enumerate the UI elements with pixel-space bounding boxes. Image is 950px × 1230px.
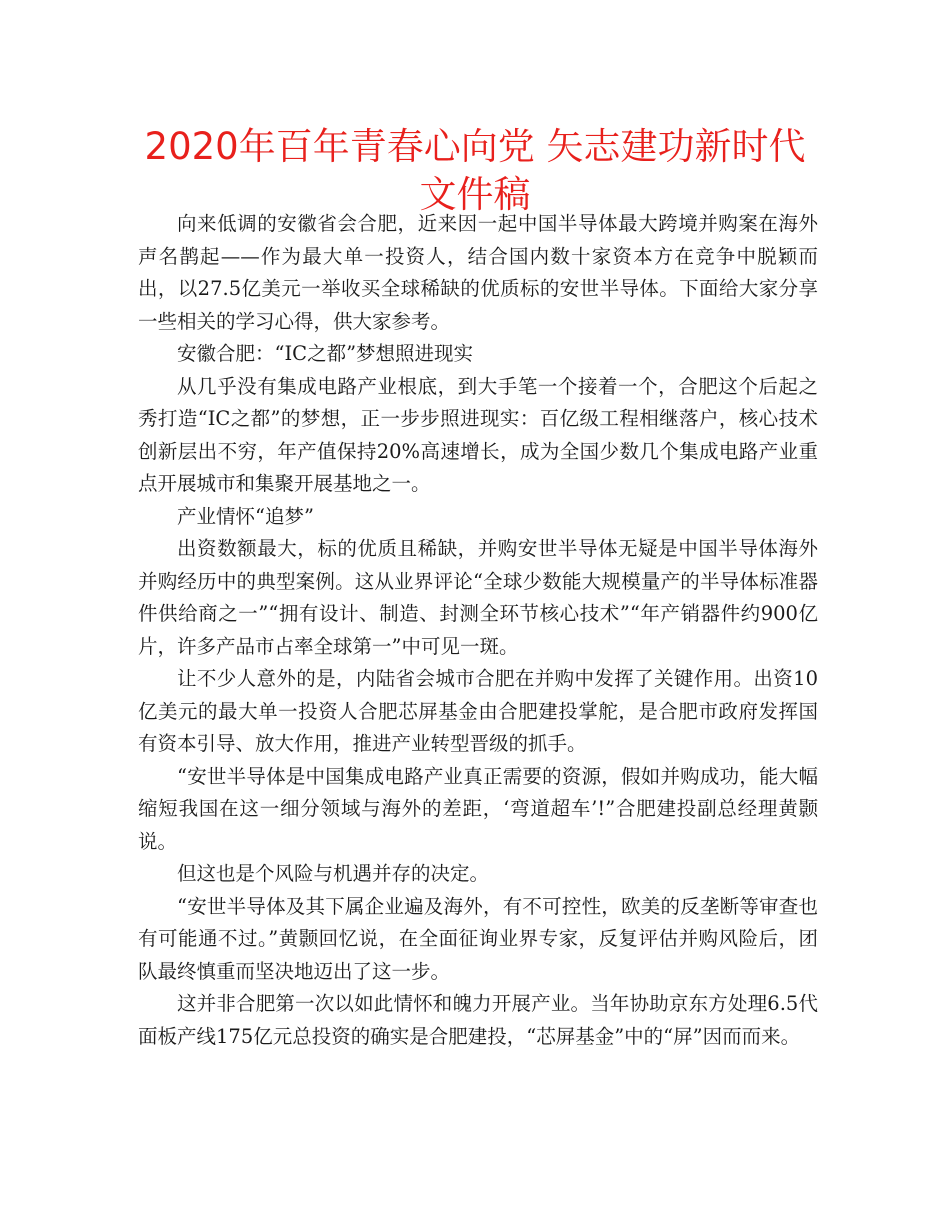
section-heading-industry-dream: 产业情怀“追梦”: [177, 504, 314, 528]
document-title-line2: 文件稿: [419, 173, 531, 216]
paragraph-ic-capital: 从几乎没有集成电路产业根底，到大手笔一个接着一个，合肥这个后起之秀打造“IC之都”的梦想，正一步步照进现实：百亿级工程相继落户，核心技术创新层出不穷，年产值保持20%高速增长，成为全国少数几个集成电路产业重点开展城市和集聚开展基地之一。: [138, 374, 818, 495]
paragraph-risk: 但这也是个风险与机遇并存的决定。: [177, 862, 490, 885]
paragraph-boe-history: 这并非合肥第一次以如此情怀和魄力开展产业。当年协助京东方处理6.5代面板产线175亿元总投资的确实是合肥建投，“芯屏基金”中的“屏”因而而来。: [138, 992, 818, 1048]
paragraph-acquisition-case: 出资数额最大，标的优质且稀缺，并购安世半导体无疑是中国半导体海外并购经历中的典型案例。这从业界评论“全球少数能大规模量产的半导体标准器件供给商之一”“拥有设计、制造、封测全环节核心技术”“年产销器件约900亿片，许多产品市占率全球第一”中可见一斑。: [138, 537, 818, 658]
paragraph-intro: 向来低调的安徽省会合肥，近来因一起中国半导体最大跨境并购案在海外声名鹊起——作为最大单一投资人，结合国内数十家资本方在竞争中脱颖而出，以27.5亿美元一举收买全球稀缺的优质标的安世半导体。下面给大家分享一些相关的学习心得，供大家参考。: [138, 212, 818, 333]
section-heading-ic-capital: 安徽合肥：“IC之都”梦想照进现实: [177, 342, 474, 365]
document-title-line1: 2020年百年青春心向党 矢志建功新时代: [144, 125, 806, 168]
paragraph-hefei-role: 让不少人意外的是，内陆省会城市合肥在并购中发挥了关键作用。出资10亿美元的最大单一投资人合肥芯屏基金由合肥建投掌舵，是合肥市政府发挥国有资本引导、放大作用，推进产业转型晋级的抓手。: [138, 667, 818, 755]
paragraph-risk-assessment: “安世半导体及其下属企业遍及海外，有不可控性，欧美的反垄断等审查也有可能通不过。”黄颢回忆说，在全面征询业界专家，反复评估并购风险后，团队最终慎重而坚决地迈出了这一步。: [138, 894, 818, 983]
paragraph-quote-huang: “安世半导体是中国集成电路产业真正需要的资源，假如并购成功，能大幅缩短我国在这一细分领域与海外的差距，‘弯道超车’!”合肥建投副总经理黄颢说。: [138, 764, 818, 853]
document-body: [138, 208, 818, 1053]
